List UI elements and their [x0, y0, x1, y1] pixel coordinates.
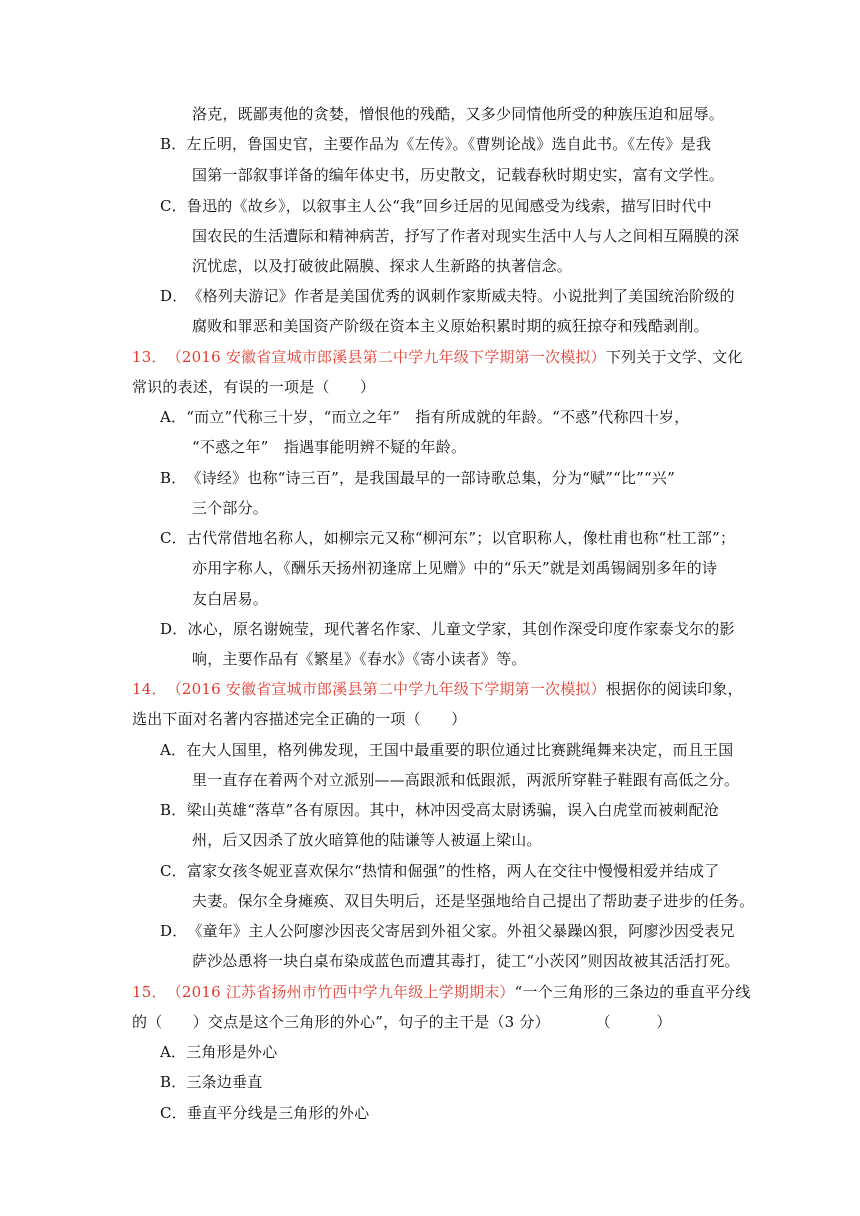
option-label: C． — [160, 197, 187, 215]
option-text: 在大人国里，格列佛发现，王国中最重要的职位通过比赛跳绳舞来决定，而且王国 — [186, 741, 734, 759]
q13-option-c-line-3: 友白居易。 — [192, 590, 269, 608]
option-text: 《格列夫游记》作者是美国优秀的讽刺作家斯威夫特。小说批判了美国统治阶级的 — [187, 287, 735, 305]
q14-stem-line-1 — [132, 679, 743, 699]
option-text: 古代常借地名称人，如柳宗元又称“柳河东”；以官职称人，像杜甫也称“杜工部”； — [186, 529, 736, 547]
prev-option-a-continuation: 洛克，既鄙夷他的贪婪，憎恨他的残酷，又多少同情他所受的种族压迫和屈辱。 — [192, 105, 725, 123]
question-number: 15． — [132, 983, 167, 1001]
option-label: B． — [160, 469, 187, 487]
option-text: 富家女孩冬妮亚喜欢保尔“热情和倔强”的性格，两人在交往中慢慢相爱并结成了 — [186, 862, 720, 880]
option-label: A． — [160, 741, 187, 759]
option-label: D． — [160, 287, 188, 305]
q13-option-c-line-1 — [160, 528, 735, 548]
prev-option-d-line-2: 腐败和罪恶和美国资产阶级在资本主义原始积累时期的疯狂掠夺和残酷剥削。 — [192, 317, 709, 335]
q14-option-c-line-2: 夫妻。保尔全身瘫痪、双目失明后，还是坚强地给自己提出了帮助妻子进步的任务。 — [192, 892, 755, 910]
q14-option-a-line-2: 里一直存在着两个对立派别——高跟派和低跟派，两派所穿鞋子鞋跟有高低之分。 — [192, 771, 740, 789]
question-source: （2016 安徽省宣城市郎溪县第二中学九年级下学期第一次模拟） — [166, 680, 606, 698]
option-label: B． — [160, 135, 187, 153]
option-label: A． — [160, 1043, 187, 1061]
option-text: 三条边垂直 — [186, 1073, 263, 1091]
q13-option-d-line-2: 响，主要作品有《繁星》《春水》《寄小读者》等。 — [192, 650, 527, 668]
q15-stem-line-2: 的（ ）交点是这个三角形的外心”，句子的主干是（3 分） （ ） — [132, 1013, 672, 1031]
question-source: （2016 江苏省扬州市竹西中学九年级上学期期末） — [166, 983, 515, 1001]
q14-stem-line-2: 选出下面对名著内容描述完全正确的一项（ ） — [132, 710, 467, 728]
option-label: B． — [160, 1073, 187, 1091]
q13-option-b-line-1 — [160, 468, 675, 488]
prev-option-b-line-1 — [160, 134, 711, 154]
option-text: 冰心，原名谢婉莹，现代著名作家、儿童文学家，其创作深受印度作家泰戈尔的影 — [187, 620, 735, 638]
q15-option-a — [160, 1042, 277, 1062]
q15-stem-line-1 — [132, 982, 751, 1002]
option-label: C． — [160, 1104, 187, 1122]
option-text: “而立”代称三十岁，“而立之年” 指有所成就的年龄。“不惑”代称四十岁， — [186, 408, 690, 426]
question-source: （2016 安徽省宣城市郎溪县第二中学九年级下学期第一次模拟） — [166, 348, 606, 366]
q13-option-c-line-2: 亦用字称人，《酬乐天扬州初逢席上见赠》中的“乐天”就是刘禹锡阔别多年的诗 — [192, 559, 718, 577]
question-number: 13． — [132, 348, 167, 366]
prev-option-b-line-2: 国第一部叙事详备的编年体史书，历史散文，记载春秋时期史实，富有文学性。 — [192, 166, 725, 184]
q14-option-a-line-1 — [160, 740, 733, 760]
prev-option-c-line-1 — [160, 196, 712, 216]
option-text: 梁山英雄“落草”各有原因。其中，林冲因受高太尉诱骗，误入白虎堂而被刺配沧 — [186, 801, 719, 819]
option-label: D． — [160, 620, 188, 638]
question-stem: 根据你的阅读印象， — [605, 680, 743, 698]
q13-option-b-line-2: 三个部分。 — [192, 499, 269, 517]
question-number: 14． — [132, 680, 167, 698]
q14-option-b-line-1 — [160, 800, 719, 820]
prev-option-c-line-3: 沉忧虑，以及打破彼此隔膜、探求人生新路的执著信念。 — [192, 257, 573, 275]
prev-option-d-line-1 — [160, 286, 735, 306]
option-text: 鲁迅的《故乡》，以叙事主人公“我”回乡迁居的见闻感受为线索，描写旧时代中 — [186, 197, 712, 215]
question-stem: “一个三角形的三条边的垂直平分线 — [514, 983, 751, 1001]
option-text: 《童年》主人公阿廖沙因丧父寄居到外祖父家。外祖父暴躁凶狠，阿廖沙因受表兄 — [187, 922, 735, 940]
q14-option-d-line-1 — [160, 921, 735, 941]
q14-option-d-line-2: 萨沙怂恿将一块白桌布染成蓝色而遭其毒打，徒工“小茨冈”则因故被其活活打死。 — [192, 952, 740, 970]
option-text: 左丘明，鲁国史官，主要作品为《左传》。《曹刿论战》选自此书。《左传》是我 — [186, 135, 712, 153]
q15-option-b — [160, 1072, 262, 1092]
q14-option-b-line-2: 州，后又因杀了放火暗算他的陆谦等人被逼上梁山。 — [192, 831, 542, 849]
q13-stem-line-1 — [132, 347, 743, 367]
option-label: C． — [160, 862, 187, 880]
q13-option-a-line-2: “不惑之年” 指遇事能明辨不疑的年龄。 — [192, 438, 467, 456]
question-stem: 下列关于文学、文化 — [605, 348, 743, 366]
option-label: A． — [160, 408, 187, 426]
q13-option-d-line-1 — [160, 619, 735, 639]
option-text: 三角形是外心 — [186, 1043, 278, 1061]
option-label: C． — [160, 529, 187, 547]
prev-option-c-line-2: 国农民的生活遭际和精神病苦，抒写了作者对现实生活中人与人之间相互隔膜的深 — [192, 227, 740, 245]
option-text: 《诗经》也称“诗三百”，是我国最早的一部诗歌总集，分为“赋”“比”“兴” — [186, 469, 675, 487]
option-label: D． — [160, 922, 188, 940]
option-label: B． — [160, 801, 187, 819]
q13-stem-line-2: 常识的表述，有误的一项是（ ） — [132, 378, 376, 396]
q14-option-c-line-1 — [160, 861, 719, 881]
q15-option-c — [160, 1103, 369, 1123]
option-text: 垂直平分线是三角形的外心 — [186, 1104, 370, 1122]
q13-option-a-line-1 — [160, 407, 689, 427]
